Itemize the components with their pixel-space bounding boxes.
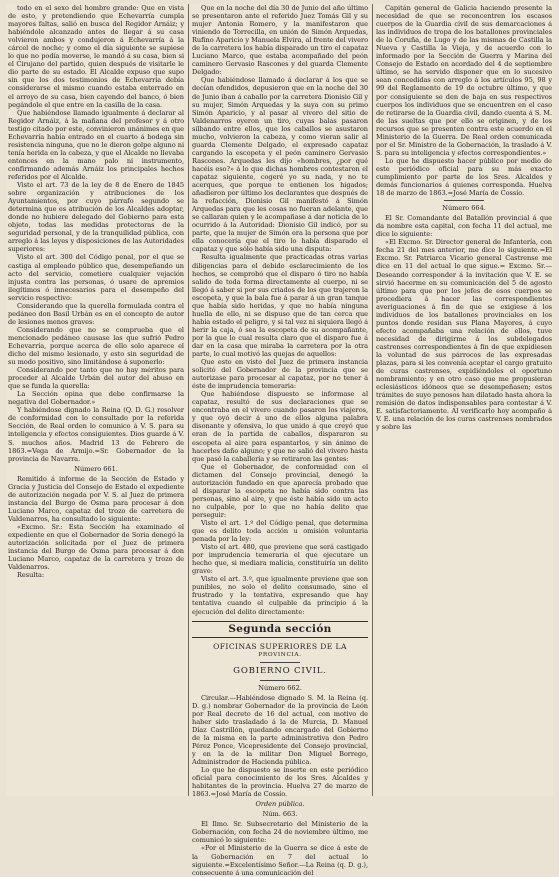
paragraph: Capitán general de Galicia haciendo presente la necesidad de que se reconcentren los escasos cuerpos de la Guardia civil de sus demarcaciones á las individuos de tropa de los batallones provinciales de la Coruña, de Lugo y de las mismas de Castilla la Nueva y Castilla la Vieja, y de acuerdo con lo informado por la Sección de Guerra y Marina del Consejo de Estado en acordado del 4 de septiembre último, se ha servido disponer que en lo sucesivo sean concedidas con arreglo á los artículos 95, 98 y 99 del Reglamento de 19 de octubre último, y que por consiguiente se den de baja en sus respectivos cuerpos los individuos que se encuentren en el caso de retirarse de la Guardia civil, dando cuenta á S. M. de las sueltas que por ello se originen, y de los recursos que se presenten contra este acuerdo en el Ministerio de la Guerra. De Real orden comunicada por el Sr. Ministro de la Gobernación, la traslado á V. S. para su inteligencia y efectos correspondientes.» xyxy=(376,4,552,157)
paragraph: Que habiéndose llamado á declarar á los que se decían ofendidos, depusieron que en la noche del 30 de Junio iban á caballo por la carretera Dionisio Gil y su mujer, Simón Arquedas y la suya con su primo Simón Aparicio, y al pasar al vivero del sitio de Valdenarros oyeron un tiro, cuyas balas pasaron silbando entre ellos, que los caballos se asustaron mucho, volvieron la cabeza, y como vieran salir al guarda Clemente Delgado, el expresado capataz cargando la escopeta y el peón caminero Gervasio Rascones. Arquedas les dijo «hombres, ¿por qué hacéis eso?» á lo que dichas hombres contestaron el capataz siguiente, cogeré yo su nada, y no te acerques, que porque te entienen los higados; añadieron por último los declarantes que después de la refacción, Dionisio Gil manifestó á Simón Arquedas para que les cosas no fueran adelante, que se callaran quien y le acompañase á dar noticia de lo ocurrido á la Autoridad: Dionisio Gil indicó, por su parte, que la mujer de Simón era la persona que por ella conocería que el tiro lo había disparado el capataz y que sólo había sido una disputa: xyxy=(192,76,368,254)
paragraph: Y habiéndose dignado la Reina (Q. D. G.) resolver de conformidad con lo consultado por la referida Sección, de Real orden lo comunico á V. S. para su inteligencia y efectos consiguientes. Dios guarde á V. S. muchos años. Madrid 13 de Febrero de 1863.=Vega de Armijo.=Sr. Gobernador de la provincia de Navarra. xyxy=(8,406,184,463)
item-number: Número 662. xyxy=(258,683,302,692)
paragraph: Visto el art. 300 del Código penal, por el que se castiga al empleado público que, desempeñando un acto del servicio, cometiere cualquier vejación injusta contra las personas, ó usare de apremios ilegítimos ó innecesarios para el desempeño del servicio respectivo: xyxy=(8,253,184,302)
column-rule-left xyxy=(188,4,189,796)
column-middle xyxy=(192,4,368,877)
column-rule-right xyxy=(372,4,373,796)
paragraph: Lo que he dispuesto se inserte en este periódico oficial para conocimiento de los Sres. Alcaldes y habitantes de la provincia. Huelva 27 de marzo de 1863.=José María de Cossío. xyxy=(192,766,368,799)
section-title: Segunda sección xyxy=(192,621,368,638)
column-left xyxy=(8,4,184,796)
paragraph: Que el Gobernador, de conformidad con el dictamen del Consejo provincial, denegó la autorización fundado en que aparecía probado que al disparar la escopeta no había sido contra las personas, sino al aire, y que éste había sido un acto no culpable, por lo que no había delito que perseguir: xyxy=(192,462,368,519)
paragraph: «El Excmo. Sr. Director general de Infantería, con fecha 21 del mes anterior, me dice lo siguiente.=El Excmo. Sr. Patriarca Vicario general Castrense me dice en 11 del actual lo que sigue.= Excmo. Sr.—Deseando corresponder á la invitación que V. E. se sirvió hacerme en su comunicación del 5 de agosto último para que por los jefes de esos cuerpos se procediera á hacer las correspondientes averiguaciones á fin de que se exigiese á los individuos de los batallones provinciales en los puntos donde residan sus Plana Mayores, á cuyo efecto acompañaba una relación de ellos, tuve necesidad de dirigirme á los subdelegados castrenses correspondientes á fin de que expidiesen la voluntad de sus párrocos de las expresadas plazas, para si les convenía aceptar el cargo gratuito de curas castrenses, expidiéndoles el oportuno nombramiento; y en otro caso que me propusieran eclesiásticos idóneos que se desempeñasen; estos trámites de suyo penosos han dilatado hasta ahora la remisión de datos indispensables para contestar á V. E. satisfactoriamente. Al verificarlo hoy acompaño á V. E. una relación de los curas castrenses nombrados y sobre las xyxy=(376,238,552,432)
paragraph: Visto el art. 73 de la ley de 8 de Enero de 1845 sobre organización y atribuciones de los Ayuntamientos, por cuyo párrafo segundo se determina que es atribución de los Alcaldes adoptar, donde no hubiere delegado del Gobierno para esta objeto, todas las medidas protectoras de la seguridad personal, y de la tranquilidad pública, con arreglo á las leyes y disposiciones de las Autoridades superiores: xyxy=(8,181,184,254)
paragraph: Circular.—Habiéndose dignado S. M. la Reina (q. D. g.) nombrar Gobernador de la provincia de León por Real decreto de 16 del actual, con motivo de haber sido trasladado á la de Murcia, D. Manuel Díaz Castrillón, quedando encargado del Gobierno de la misma en la parte administrativa don Pedro Pérez Ponce, Vicepresidente del Consejo provincial, y en la de la militar Don Miguel Borrego, Administrador de Hacienda pública. xyxy=(192,693,368,766)
divider xyxy=(260,662,300,663)
divider xyxy=(444,200,484,201)
column-right xyxy=(376,4,552,796)
item-number: Número 664. xyxy=(442,204,486,213)
paragraph: Resulta igualmente que practicadas otras varias diligencias para el debido esclarecimiento de los hechos, se comprobó que el disparo ó tiro no había salido de toda forma directamente al cuerpo, ni se llegó á saber si por sus criados de los que trajeron la escopeta, y que la bala fue á parar á un gran tanque que había sido heridas, y que no había ninguna huella de ello, ni se dispuso que de tan cerca que había estado el peligro, y si tal vez ni siquiera llegó á herir la caja, ó sea la escopeta de su acompañante, por la que lo cual resulta claro que el disparo fue á dar en la casa que miraba la carretera por la otra parte, lo cual motivó las quejas de aquellos: xyxy=(192,253,368,359)
section-subheading: PROVINCIA. xyxy=(258,651,302,658)
divider xyxy=(260,680,300,681)
paragraph: El Ilmo. Sr. Subsecretario del Ministerio de la Gobernación, con fecha 24 de noviembre último, me comunicó lo siguiente: xyxy=(192,820,368,845)
paragraph: La Sección opina que debe confirmarse la negativa del Gobernador.» xyxy=(8,390,184,407)
item-number: Número 661. xyxy=(74,464,118,473)
paragraph: Considerando por tanto que no hay méritos para proceder al Alcalde Urbán del autor del abuso en que se funda la querella: xyxy=(8,366,184,391)
paragraph: Que esto en visto del Juez de primera instancia solicitó del Gobernador de la provincia que se autorizase para procesar al capataz, por no tener á éste de imprudencia temeraria: xyxy=(192,358,368,391)
paragraph: Que habiéndose dispuesto se informase al capataz, resultó de sus declaraciones que se encontraba en el vivero cuando pasaron los viajeros, y que oyó decir á uno de ellos alguna palabra disonante y ofensiva, lo que unido á que creyó que eran de la partida de caballos, dispararon su escopeta al aire para espantarlos, y sin ánimo de hacerles daño alguno; y que no salió del vivero hasta que pasó la caballería y se retiraron las gentes: xyxy=(192,390,368,463)
paragraph: El Sr. Comandante del Batallón provincial á que da nombre esta capital, con fecha 11 del actual, me dice lo siguiente: xyxy=(376,214,552,239)
subsection-title: Orden pública. xyxy=(255,800,305,809)
paragraph: Visto el art. 3.º, que igualmente previene que son punibles, no solo el delito consumado, sino el frustrado y la tentativa, expresando que hay tentativa cuando el culpable da principio á la ejecución del delito directamente: xyxy=(192,575,368,616)
paragraph: Lo que he dispuesto hacer público por medio de este periódico oficial para su más exacto cumplimiento por parte de los Sres. Alcaldes y demás funcionarios á quienes corresponda. Huelva 18 de marzo de 1863.=José María de Cossío. xyxy=(376,156,552,198)
item-number: Núm. 663. xyxy=(262,810,298,819)
section-heading: OFICINAS SUPERIORES DE LA xyxy=(213,641,347,651)
paragraph: Remitido á informe de la Sección de Estado y Gracia y Justicia del Consejo de Estado el expediente de autorización negada por V. S. al Juez de primera instancia del Burgo de Osma para procesar á don Luciano Marco, capataz del trozo de carretera de Valdenarros, ha consultado lo siguiente: xyxy=(8,474,184,523)
paragraph: Considerando que la querella formulada contra el pedáneo don Basil Urbán es en el concepto de autor de lesiones menos graves: xyxy=(8,301,184,326)
paragraph: «Excmo. Sr.: Esta Sección ha examinado el expediente en que el Gobernador de Soria denegó la autorización solicitada por el Juez de primera instancia del Burgo de Osma para procesar á don Luciano Marco, capataz de la carretera y trozo de Valdenarros. xyxy=(8,523,184,572)
paragraph: Visto el art. 480, que previene que será castigado por imprudencia temeraria el que ejecutare un hecho que, si mediara malicia, constituiría un delito grave: xyxy=(192,543,368,576)
paragraph: Considerando que no se comprueba que el mencionado pedáneo causase las que sufrió Pedro Echevarría, porque acerca de ello solo aparece el dicho del mismo lesionado, y esto sin seguridad de su modo positivo, sino limitándose á suponerlo: xyxy=(8,325,184,367)
paragraph: Que en la noche del día 30 de Junio del año último se presentaron ante el referido Juez Tomás Gil y su mujer Antonia Romero, y la manifestaron que viniendo de Torrecilla, en unión de Simón Arquedas, Rufino Aparicio y Manuela Elvira, al frente del vivero de la carretera los había disparado un tiro el capataz Luciano Marco, que estaba acompañado del peón caminero Gervasio Rascones y del guarda Clemente Delgado: xyxy=(192,4,368,77)
paragraph: Que habiéndose llamado igualmente á declarar al Regidor Arnáiz, á la mañana del profesor y á otro testigo citado por este, convinieron unánimes en que Echevarría había entrado en el cuarto á bodega sin resistencia ninguna, que no le dieron golpe alguno ni tenía herida en la cabeza, y que el Alcalde no llevaba entonces en la mano palo ni instrumento, confirmando además Arnáiz los principales hechos referidos por el Alcalde. xyxy=(8,108,184,181)
paragraph: Visto el art. 1.º del Código penal, que determina que es delito toda acción u omisión voluntaria penada por la ley: xyxy=(192,519,368,544)
paragraph: «Por el Ministerio de la Guerra se dice á este de la Gobernación en 7 del actual lo siguiente.=Excelentísimo Señor.—La Reina (q. D. g.), consecuente á una comunicación del xyxy=(192,844,368,877)
office-heading: GOBIERNO CIVIL. xyxy=(233,665,327,676)
newspaper-page xyxy=(6,4,554,877)
paragraph: Resulta: xyxy=(17,571,45,580)
paragraph: todo en el sexo del hombre grande: Que en vista de esto, y pretendiendo que Echevarría cumpla mayores faltas, salió en busca del Regidor Arnáiz; y habiéndole alcanzado antes de llegar á su casa volvieron ambos y condujeron á Echevarría á la cárcel de noche; y como el día siguiente se supiese lo que no podía moverse, le mandó á su casa, bien si el Cirujano del partido, quien después de visitarle le dio parte de su estado. El Alcalde expuso que supo sin que los dos testimonios de Echevarría debía considerarse el mismo cuando estaba enterrado en el arroyo de su casa, bien cayendo del banco, ó bien pegándole el que entre en la casilla de la casa. xyxy=(8,4,184,109)
